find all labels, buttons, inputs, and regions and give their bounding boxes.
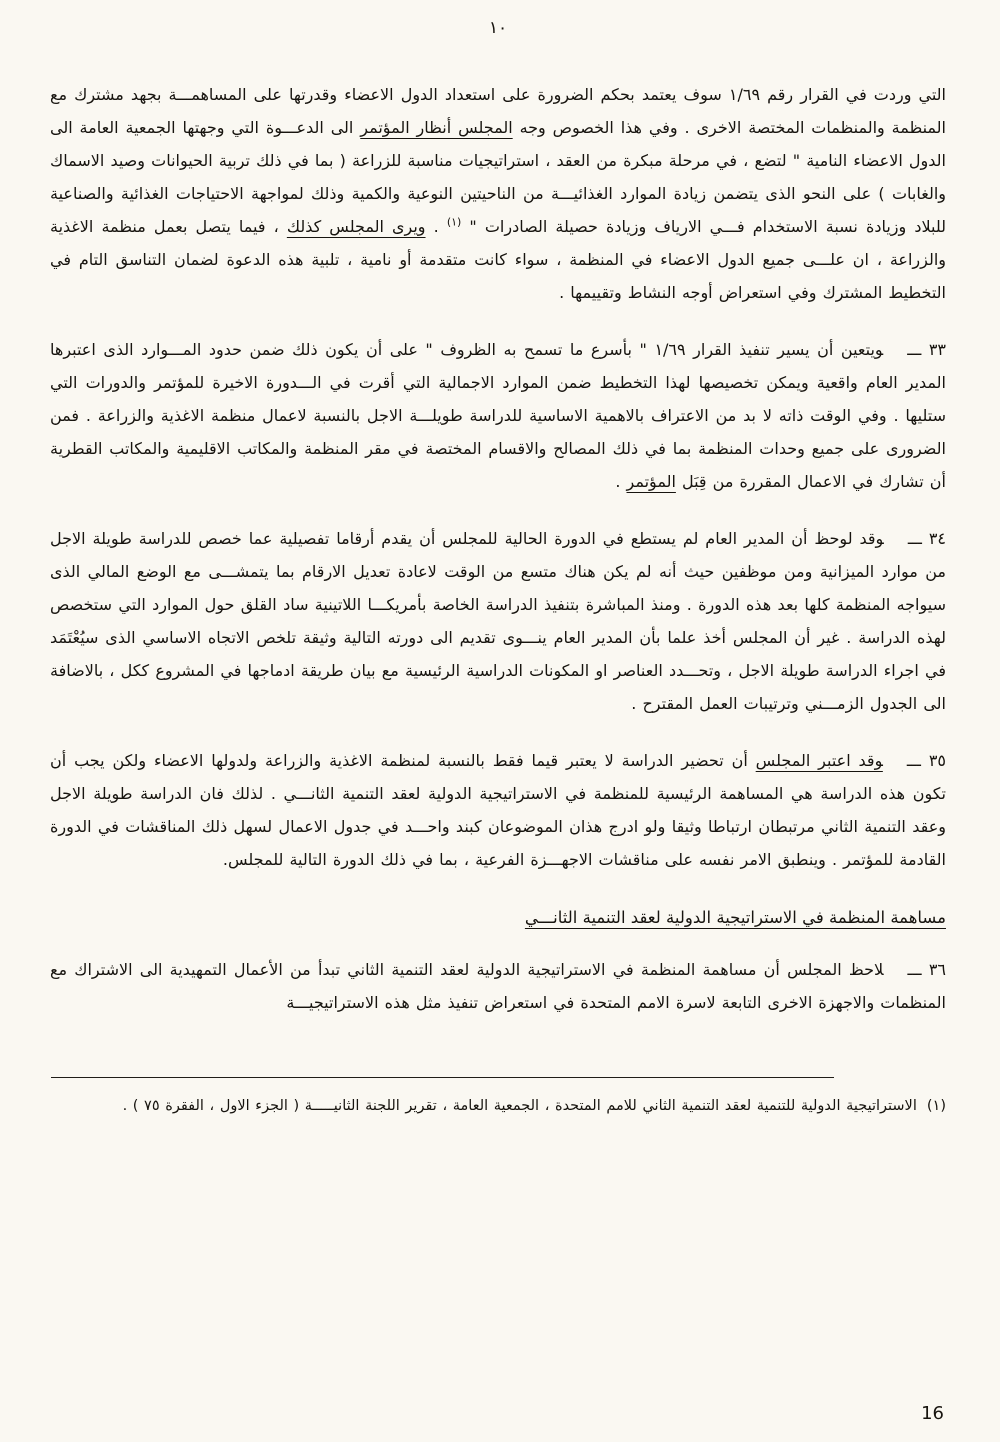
footnote-marker: (١) <box>926 1098 946 1114</box>
underlined-phrase: المؤتمر <box>626 472 676 491</box>
underlined-phrase: ويرى المجلس كذلك <box>286 217 426 236</box>
paragraph-number: ٣٤ ـــ <box>907 529 946 548</box>
underlined-phrase: المجلس أنظار المؤتمر <box>360 118 513 137</box>
text-segment: التي وردت في القرار رقم ١/٦٩ سوف يعتمد بحكم الضرورة على استعداد الدول الاعضاء وقدرتها على المساهمـــة بجهد مشترك مع المنظمة والمنظمات المختصة الاخرى . وفي هذا الخصوص وجه <box>50 85 946 137</box>
paragraph-text <box>50 529 946 713</box>
text-segment: ، فيما يتصل بعمل منظمة الاغذية والزراعة ، ان علـــى جميع الدول الاعضاء في المنظمة ، سواء كانت متقدمة أو نامية ، تلبية هذه الدعوة لضمان التناسق التام في التخطيط المشترك وفي استعراض أوجه النشاط وتقييمها . <box>50 217 946 302</box>
intro-paragraph <box>50 78 946 309</box>
paragraph-number: ٣٦ ـــ <box>907 960 946 979</box>
underlined-phrase: وقد اعتبر المجلس <box>755 751 883 770</box>
text-segment: ويتعين أن يسير تنفيذ القرار ١/٦٩ " بأسرع ما تسمح به الظروف " على أن يكون ذلك ضمن حدود المـــوارد الذى اعتبرها المدير العام واقعية ويمكن تخصيصها لهذا التخطيط ضمن الموارد الاجمالية التي أقرت في الـــدورة الاخيرة للمؤتمر والدورات التي ستليها . وفي الوقت ذاته لا بد من الاعتراف بالاهمية الاساسية للدراسة طويلـــة الاجل بالنسبة لاعمال منظمة الاغذية والزراعة . فمن الضرورى على جميع وحدات المنظمة بما في ذلك المصالح والاقسام المختصة في مقر المنظمة والمكاتب الاقليمية والمكاتب القطرية أن تشارك في الاعمال المقررة من قِبَل <box>50 340 946 491</box>
paragraph-text <box>50 340 946 491</box>
page-number-top: ١٠ <box>488 18 508 38</box>
text-segment: . <box>425 217 447 236</box>
text-segment: لاحظ المجلس أن مساهمة المنظمة في الاستراتيجية الدولية لعقد التنمية الثاني تبدأ من الأعمال التمهيدية الى الاشتراك مع المنظمات والاجهزة الاخرى التابعة لاسرة الامم المتحدة في استعراض تنفيذ مثل هذه الاستراتيجيـــة <box>50 960 946 1012</box>
document-body <box>50 78 946 1120</box>
paragraph-number: ٣٥ ـــ <box>906 751 946 770</box>
paragraph-number: ٣٣ ـــ <box>907 340 946 359</box>
footnote-text: الاستراتيجية الدولية للتنمية لعقد التنمية الثاني للامم المتحدة ، الجمعية العامة ، تقرير اللجنة الثانيـــــة ( الجزء الاول ، الفقرة ٧٥ ) . <box>122 1098 917 1114</box>
text-segment: . <box>615 472 627 491</box>
footnote-ref: (١) <box>446 215 462 229</box>
paragraph-text <box>50 960 946 1012</box>
section-heading-text: مساهمة المنظمة في الاستراتيجية الدولية لعقد التنمية الثانـــي <box>524 908 946 927</box>
text-segment: وقد لوحظ أن المدير العام لم يستطع في الدورة الحالية للمجلس أن يقدم أرقاما تفصيلية عما خصص للدراسة طويلة الاجل من موارد الميزانية ومن موظفين حيث أنه لم يكن هناك متسع من الوقت لاعادة تعديل الارقام بما يتمشـــى مع الوضع المالي الذى سيواجه المنظمة كلها بعد هذه الدورة . ومنذ المباشرة بتنفيذ الدراسة الخاصة بأمريكـــا اللاتينية ساد القلق حول الموارد التي ستخصص لهذه الدراسة . غير أن المجلس أخذ علما بأن المدير العام ينـــوى تقديم الى دورته التالية وثيقة تلخص الاتجاه الاساسي الذى سيُعْتَمَد في اجراء الدراسة طويلة الاجل ، وتحـــدد العناصر او المكونات الدراسية الرئيسية مع بيان طريقة ادماجها في المشروع ككل ، بالاضافة الى الجدول الزمـــني وترتيبات العمل المقترح . <box>50 529 946 713</box>
paragraph-34 <box>50 522 946 720</box>
paragraph-36 <box>50 953 946 1019</box>
page-number-bottom: 16 <box>921 1403 944 1424</box>
footnote-separator <box>51 1077 834 1078</box>
paragraph-35 <box>50 744 946 876</box>
text-segment: أن تحضير الدراسة لا يعتبر قيما فقط بالنسبة لمنظمة الاغذية والزراعة ولدولها الاعضاء ولكن يجب أن تكون هذه الدراسة هي المساهمة الرئيسية للمنظمة في الاستراتيجية الدولية لعقد التنمية الثانـــي . لذلك فان الدراسة طويلة الاجل وعقد التنمية الثاني مرتبطان ارتباطا وثيقا ولو ادرج هذان الموضوعان كبند واحـــد في جدول الاعمال لسهل ذلك المناقشات في الدورة القادمة للمؤتمر . وينطبق الامر نفسه على مناقشات الاجهـــزة الفرعية ، بما في ذلك الدورة التالية للمجلس. <box>50 751 946 869</box>
text-segment: الى الدعـــوة التي وجهتها الجمعية العامة الى الدول الاعضاء النامية " لتضع ، في مرحلة مبكرة من العقد ، استراتيجيات مناسبة للزراعة ( بما في ذلك تربية الحيوانات وصيد الاسماك والغابات ) على النحو الذى يتضمن زيادة الموارد الغذائيـــة من الناحيتين النوعية والكمية وذلك لمواجهة الاحتياجات الغذائية والصناعية للبلاد وزيادة نسبة الاستخدام فـــي الارياف وزيادة حصيلة الصادرات " <box>50 118 947 236</box>
paragraph-text <box>50 751 946 869</box>
footnote <box>50 1092 946 1120</box>
paragraph-33 <box>50 333 946 498</box>
section-heading <box>50 908 946 927</box>
